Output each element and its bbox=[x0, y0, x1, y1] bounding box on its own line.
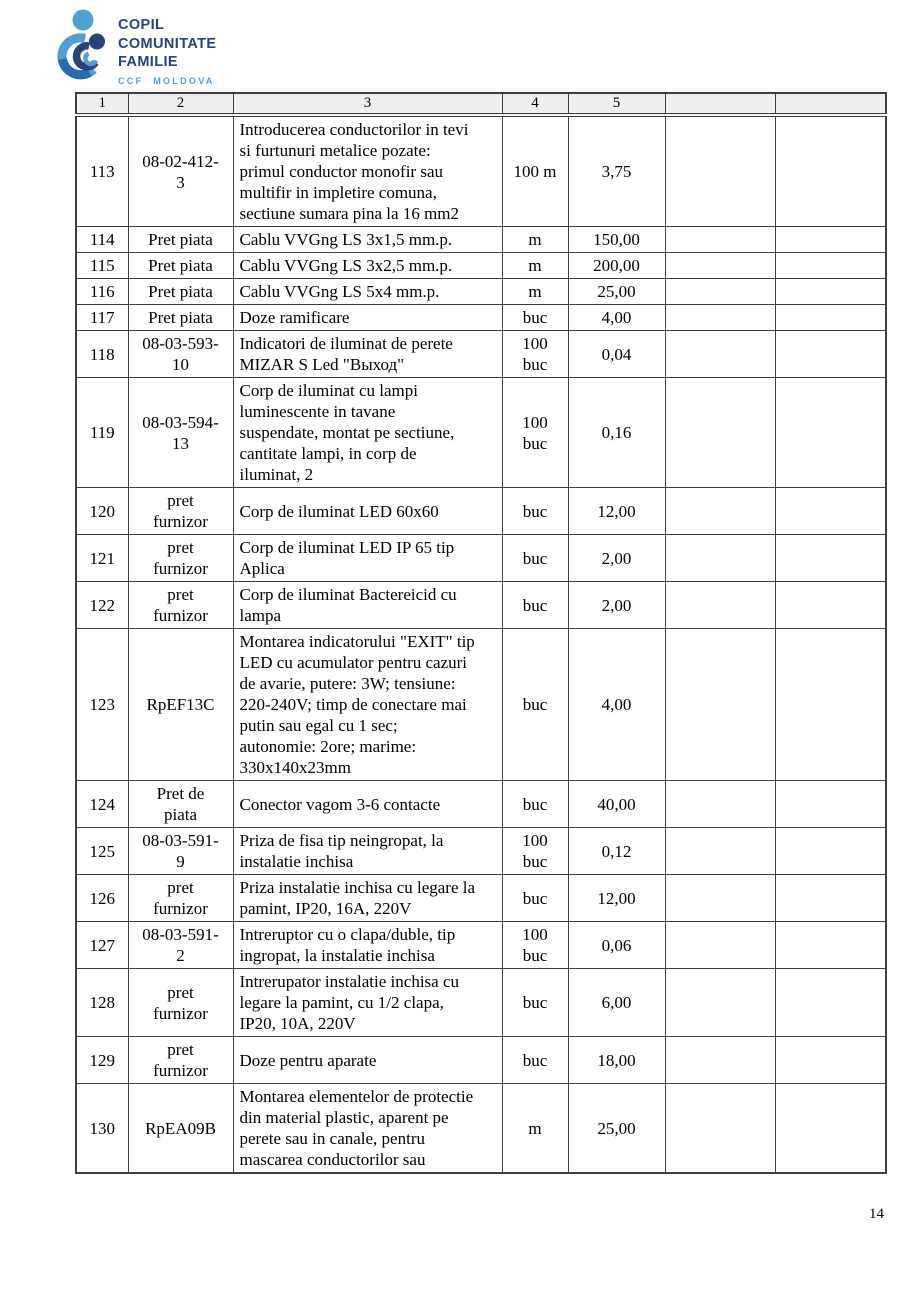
description-cell: Cablu VVGng LS 3x1,5 mm.p. bbox=[233, 227, 502, 253]
empty-cell bbox=[775, 115, 886, 227]
code-cell: RpEF13C bbox=[128, 629, 233, 781]
unit-cell: buc bbox=[502, 488, 568, 535]
quantity-cell: 4,00 bbox=[568, 629, 665, 781]
empty-cell bbox=[775, 828, 886, 875]
empty-cell bbox=[775, 305, 886, 331]
row-number-cell: 117 bbox=[76, 305, 128, 331]
empty-cell bbox=[665, 582, 775, 629]
logo bbox=[56, 8, 217, 86]
empty-cell bbox=[775, 279, 886, 305]
table-row bbox=[76, 331, 886, 378]
empty-cell bbox=[775, 378, 886, 488]
unit-cell: 100 buc bbox=[502, 331, 568, 378]
table-row bbox=[76, 535, 886, 582]
estimate-table bbox=[75, 92, 887, 1174]
empty-cell bbox=[775, 253, 886, 279]
code-cell: 08-03-591-2 bbox=[128, 922, 233, 969]
empty-cell bbox=[665, 305, 775, 331]
unit-cell: buc bbox=[502, 535, 568, 582]
description-cell: Introducerea conductorilor in tevi si furtunuri metalice pozate: primul conductor monofir sau multifir in impletire comuna, sectiune sumara pina la 16 mm2 bbox=[233, 115, 502, 227]
unit-cell: m bbox=[502, 1084, 568, 1174]
empty-cell bbox=[665, 1037, 775, 1084]
quantity-cell: 12,00 bbox=[568, 488, 665, 535]
description-cell: Corp de iluminat cu lampi luminescente in tavane suspendate, montat pe sectiune, cantitate lampi, in corp de iluminat, 2 bbox=[233, 378, 502, 488]
table-row bbox=[76, 875, 886, 922]
empty-cell bbox=[665, 969, 775, 1037]
code-cell: pret furnizor bbox=[128, 488, 233, 535]
header-cell-4: 4 bbox=[502, 93, 568, 115]
table-row bbox=[76, 488, 886, 535]
row-number-cell: 128 bbox=[76, 969, 128, 1037]
empty-cell bbox=[665, 629, 775, 781]
empty-cell bbox=[665, 488, 775, 535]
description-cell: Corp de iluminat LED 60x60 bbox=[233, 488, 502, 535]
unit-cell: buc bbox=[502, 629, 568, 781]
empty-cell bbox=[775, 629, 886, 781]
header-cell-2: 2 bbox=[128, 93, 233, 115]
ccf-logo-icon bbox=[56, 8, 112, 86]
quantity-cell: 0,04 bbox=[568, 331, 665, 378]
quantity-cell: 2,00 bbox=[568, 582, 665, 629]
row-number-cell: 126 bbox=[76, 875, 128, 922]
row-number-cell: 115 bbox=[76, 253, 128, 279]
code-cell: Pret de piata bbox=[128, 781, 233, 828]
header-cell-7 bbox=[775, 93, 886, 115]
row-number-cell: 116 bbox=[76, 279, 128, 305]
logo-text bbox=[118, 8, 217, 86]
description-cell: Priza de fisa tip neingropat, la instalatie inchisa bbox=[233, 828, 502, 875]
table-row bbox=[76, 279, 886, 305]
empty-cell bbox=[665, 115, 775, 227]
unit-cell: buc bbox=[502, 582, 568, 629]
description-cell: Doze pentru aparate bbox=[233, 1037, 502, 1084]
unit-cell: 100 buc bbox=[502, 828, 568, 875]
description-cell: Intrerupator instalatie inchisa cu legare la pamint, cu 1/2 clapa, IP20, 10A, 220V bbox=[233, 969, 502, 1037]
table-row bbox=[76, 828, 886, 875]
empty-cell bbox=[665, 331, 775, 378]
row-number-cell: 129 bbox=[76, 1037, 128, 1084]
code-cell: Pret piata bbox=[128, 279, 233, 305]
description-cell: Priza instalatie inchisa cu legare la pamint, IP20, 16A, 220V bbox=[233, 875, 502, 922]
description-cell: Corp de iluminat LED IP 65 tip Aplica bbox=[233, 535, 502, 582]
table-row bbox=[76, 922, 886, 969]
code-cell: pret furnizor bbox=[128, 582, 233, 629]
logo-word-familie: FAMILIE bbox=[118, 54, 178, 70]
unit-cell: buc bbox=[502, 305, 568, 331]
table-row bbox=[76, 227, 886, 253]
row-number-cell: 130 bbox=[76, 1084, 128, 1174]
code-cell: Pret piata bbox=[128, 253, 233, 279]
row-number-cell: 119 bbox=[76, 378, 128, 488]
code-cell: pret furnizor bbox=[128, 535, 233, 582]
description-cell: Cablu VVGng LS 5x4 mm.p. bbox=[233, 279, 502, 305]
quantity-cell: 200,00 bbox=[568, 253, 665, 279]
quantity-cell: 4,00 bbox=[568, 305, 665, 331]
unit-cell: buc bbox=[502, 1037, 568, 1084]
table-row bbox=[76, 1084, 886, 1174]
empty-cell bbox=[775, 781, 886, 828]
code-cell: 08-03-591-9 bbox=[128, 828, 233, 875]
empty-cell bbox=[665, 378, 775, 488]
logo-word-comunitate: COMUNITATE bbox=[118, 35, 217, 52]
empty-cell bbox=[665, 781, 775, 828]
empty-cell bbox=[665, 1084, 775, 1174]
quantity-cell: 12,00 bbox=[568, 875, 665, 922]
code-cell: pret furnizor bbox=[128, 969, 233, 1037]
empty-cell bbox=[665, 535, 775, 582]
code-cell: Pret piata bbox=[128, 305, 233, 331]
header-cell-5: 5 bbox=[568, 93, 665, 115]
empty-cell bbox=[665, 828, 775, 875]
code-cell: pret furnizor bbox=[128, 1037, 233, 1084]
unit-cell: 100 m bbox=[502, 115, 568, 227]
description-cell: Indicatori de iluminat de perete MIZAR S Led "Выход" bbox=[233, 331, 502, 378]
empty-cell bbox=[775, 1037, 886, 1084]
description-cell: Montarea indicatorului "EXIT" tip LED cu acumulator pentru cazuri de avarie, putere: 3W; tensiune: 220-240V; timp de conectare mai putin sau egal cu 1 sec; autonomie: 2ore; marime: 330x140x23mm bbox=[233, 629, 502, 781]
quantity-cell: 0,06 bbox=[568, 922, 665, 969]
table-row bbox=[76, 629, 886, 781]
row-number-cell: 114 bbox=[76, 227, 128, 253]
row-number-cell: 120 bbox=[76, 488, 128, 535]
code-cell: 08-02-412-3 bbox=[128, 115, 233, 227]
quantity-cell: 0,12 bbox=[568, 828, 665, 875]
quantity-cell: 25,00 bbox=[568, 279, 665, 305]
description-cell: Conector vagom 3-6 contacte bbox=[233, 781, 502, 828]
quantity-cell: 2,00 bbox=[568, 535, 665, 582]
quantity-cell: 25,00 bbox=[568, 1084, 665, 1174]
empty-cell bbox=[775, 535, 886, 582]
empty-cell bbox=[665, 253, 775, 279]
empty-cell bbox=[775, 488, 886, 535]
header-cell-3: 3 bbox=[233, 93, 502, 115]
quantity-cell: 0,16 bbox=[568, 378, 665, 488]
code-cell: 08-03-593-10 bbox=[128, 331, 233, 378]
quantity-cell: 6,00 bbox=[568, 969, 665, 1037]
unit-cell: buc bbox=[502, 781, 568, 828]
table-row bbox=[76, 115, 886, 227]
empty-cell bbox=[775, 582, 886, 629]
description-cell: Corp de iluminat Bactereicid cu lampa bbox=[233, 582, 502, 629]
empty-cell bbox=[775, 331, 886, 378]
empty-cell bbox=[775, 922, 886, 969]
row-number-cell: 127 bbox=[76, 922, 128, 969]
row-number-cell: 124 bbox=[76, 781, 128, 828]
row-number-cell: 121 bbox=[76, 535, 128, 582]
empty-cell bbox=[775, 1084, 886, 1174]
unit-cell: buc bbox=[502, 969, 568, 1037]
code-cell: 08-03-594-13 bbox=[128, 378, 233, 488]
unit-cell: buc bbox=[502, 875, 568, 922]
unit-cell: 100 buc bbox=[502, 378, 568, 488]
unit-cell: m bbox=[502, 279, 568, 305]
logo-tagline: CCF MOLDOVA bbox=[118, 75, 215, 86]
empty-cell bbox=[775, 227, 886, 253]
description-cell: Doze ramificare bbox=[233, 305, 502, 331]
description-cell: Intreruptor cu o clapa/duble, tip ingropat, la instalatie inchisa bbox=[233, 922, 502, 969]
code-cell: Pret piata bbox=[128, 227, 233, 253]
unit-cell: m bbox=[502, 253, 568, 279]
empty-cell bbox=[775, 875, 886, 922]
quantity-cell: 40,00 bbox=[568, 781, 665, 828]
description-cell: Cablu VVGng LS 3x2,5 mm.p. bbox=[233, 253, 502, 279]
unit-cell: m bbox=[502, 227, 568, 253]
unit-cell: 100 buc bbox=[502, 922, 568, 969]
quantity-cell: 18,00 bbox=[568, 1037, 665, 1084]
empty-cell bbox=[665, 227, 775, 253]
row-number-cell: 118 bbox=[76, 331, 128, 378]
quantity-cell: 3,75 bbox=[568, 115, 665, 227]
table-row bbox=[76, 582, 886, 629]
row-number-cell: 123 bbox=[76, 629, 128, 781]
row-number-cell: 122 bbox=[76, 582, 128, 629]
description-cell: Montarea elementelor de protectie din material plastic, aparent pe perete sau in canale, pentru mascarea conductorilor sau bbox=[233, 1084, 502, 1174]
quantity-cell: 150,00 bbox=[568, 227, 665, 253]
table-row bbox=[76, 305, 886, 331]
header-cell-1: 1 bbox=[76, 93, 128, 115]
table-row bbox=[76, 253, 886, 279]
logo-word-copil: COPIL bbox=[118, 17, 165, 33]
page-number: 14 bbox=[869, 1206, 884, 1222]
empty-cell bbox=[775, 969, 886, 1037]
row-number-cell: 125 bbox=[76, 828, 128, 875]
code-cell: pret furnizor bbox=[128, 875, 233, 922]
table-row bbox=[76, 1037, 886, 1084]
code-cell: RpEA09B bbox=[128, 1084, 233, 1174]
empty-cell bbox=[665, 922, 775, 969]
header-cell-6 bbox=[665, 93, 775, 115]
empty-cell bbox=[665, 279, 775, 305]
empty-cell bbox=[665, 875, 775, 922]
table-row bbox=[76, 969, 886, 1037]
table-header-row bbox=[76, 93, 886, 115]
table-row bbox=[76, 378, 886, 488]
table-row bbox=[76, 781, 886, 828]
row-number-cell: 113 bbox=[76, 115, 128, 227]
